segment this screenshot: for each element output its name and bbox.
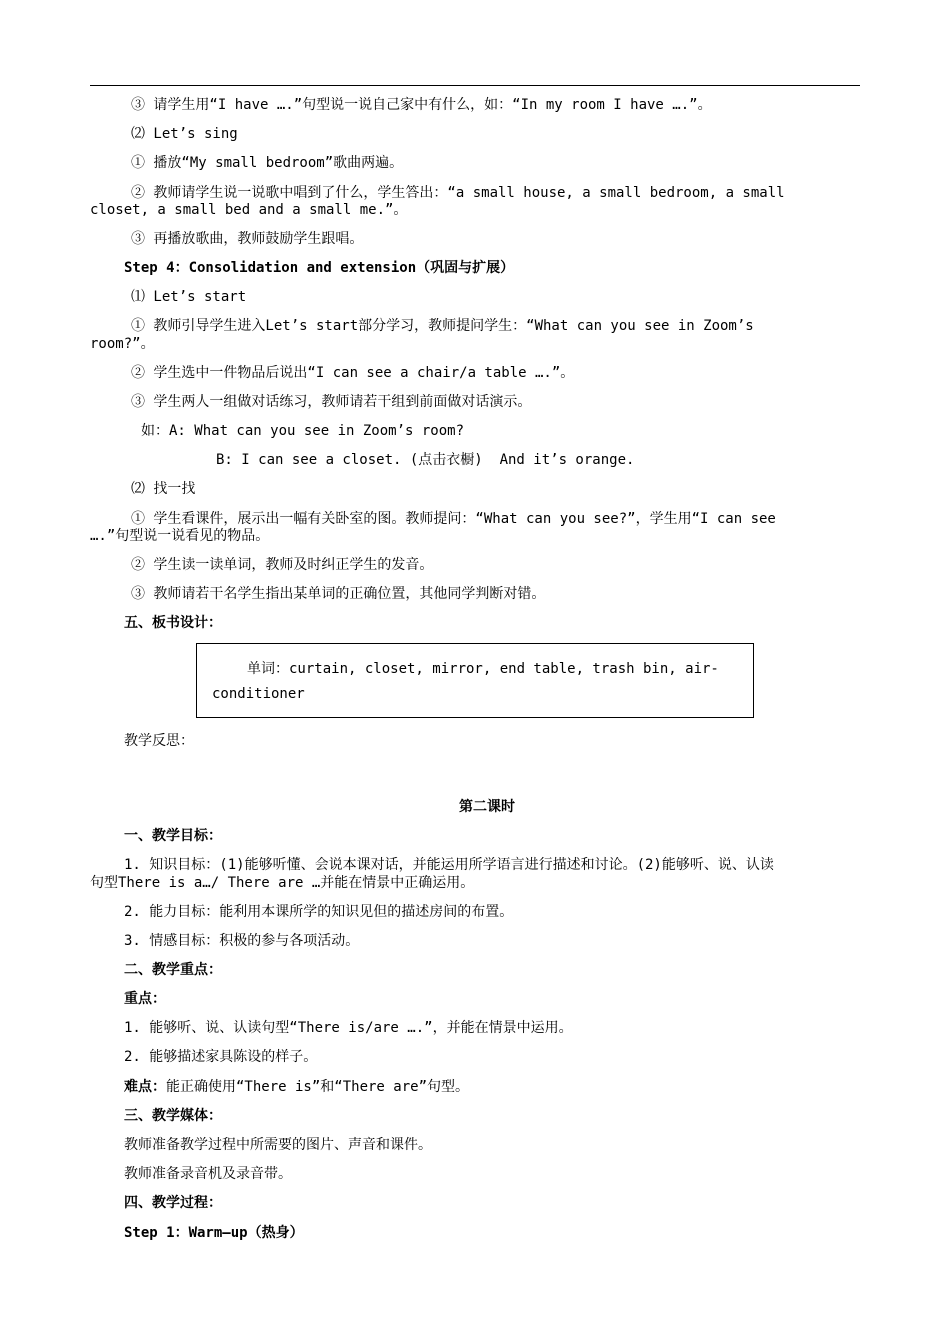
step-heading: Step 1：Warm—up（热身） <box>124 1225 304 1241</box>
section-heading: 三、教学媒体： <box>124 1108 222 1124</box>
board-design-box <box>196 643 754 718</box>
section-heading: 五、板书设计： <box>124 615 222 631</box>
step-item: ① 播放“My small bedroom”歌曲两遍。 <box>131 155 404 171</box>
step-item: ③ 请学生用“I have ….”句型说一说自己家中有什么，如：“In my room I have ….”。 <box>131 97 712 113</box>
difficulty-label: 难点： <box>124 1079 166 1095</box>
reflection-label: 教学反思： <box>124 733 194 749</box>
step-item: ① 教师引导学生进入Let’s start部分学习，教师提问学生：“What can you see in Zoom’s <box>131 318 754 334</box>
section-heading: 一、教学目标： <box>124 828 222 844</box>
difficulty-line <box>124 1079 469 1096</box>
step-item-cont: ….”句型说一说看见的物品。 <box>90 528 270 544</box>
difficulty-text: 能正确使用“There is”和“There are”句型。 <box>166 1079 470 1095</box>
section-heading: 二、教学重点： <box>124 962 222 978</box>
board-vocab-line-cont: conditioner <box>212 686 305 702</box>
objective-item-cont: 句型There is a…/ There are …并能在情景中正确运用。 <box>90 875 475 891</box>
media-item: 教师准备录音机及录音带。 <box>124 1166 292 1182</box>
step-item: ② 学生读一读单词，教师及时纠正学生的发音。 <box>131 557 434 573</box>
step-item: ③ 教师请若干名学生指出某单词的正确位置，其他同学判断对错。 <box>131 586 546 602</box>
step-item: ② 学生选中一件物品后说出“I can see a chair/a table ….”。 <box>131 365 575 381</box>
dialogue-line: B: I can see a closet. (点击衣橱) And it’s orange. <box>216 452 635 468</box>
step-item: ③ 再播放歌曲，教师鼓励学生跟唱。 <box>131 231 364 247</box>
step-item-cont: room?”。 <box>90 336 155 352</box>
dialogue-line: 如：A: What can you see in Zoom’s room? <box>141 423 465 439</box>
step-heading: Step 4：Consolidation and extension（巩固与扩展） <box>124 260 515 276</box>
header-rule <box>90 85 860 86</box>
board-vocab-line: 单词：curtain, closet, mirror, end table, trash bin, air- <box>247 661 719 677</box>
section-heading: 四、教学过程： <box>124 1195 222 1211</box>
objective-item: 2. 能力目标：能利用本课所学的知识见但的描述房间的布置。 <box>124 904 514 920</box>
key-point-item: 2. 能够描述家具陈设的样子。 <box>124 1049 318 1065</box>
sub-heading: ⑵ Let’s sing <box>131 126 238 142</box>
step-item: ② 教师请学生说一说歌中唱到了什么，学生答出：“a small house, a small bedroom, a small <box>131 185 785 201</box>
objective-item: 3. 情感目标：积极的参与各项活动。 <box>124 933 360 949</box>
step-item: ① 学生看课件，展示出一幅有关卧室的图。教师提问：“What can you see?”，学生用“I can see <box>131 511 776 527</box>
key-point-label: 重点： <box>124 991 166 1007</box>
media-item: 教师准备教学过程中所需要的图片、声音和课件。 <box>124 1137 432 1153</box>
objective-item: 1. 知识目标：(1)能够听懂、会说本课对话，并能运用所学语言进行描述和讨论。(2)能够听、说、认读 <box>124 857 774 873</box>
step-item: ③ 学生两人一组做对话练习，教师请若干组到前面做对话演示。 <box>131 394 532 410</box>
sub-heading: ⑴ Let’s start <box>131 289 247 305</box>
sub-heading: ⑵ 找一找 <box>131 481 196 497</box>
key-point-item: 1. 能够听、说、认读句型“There is/are ….”，并能在情景中运用。 <box>124 1020 573 1036</box>
lesson-title: 第二课时 <box>459 799 515 815</box>
step-item-cont: closet, a small bed and a small me.”。 <box>90 202 408 218</box>
